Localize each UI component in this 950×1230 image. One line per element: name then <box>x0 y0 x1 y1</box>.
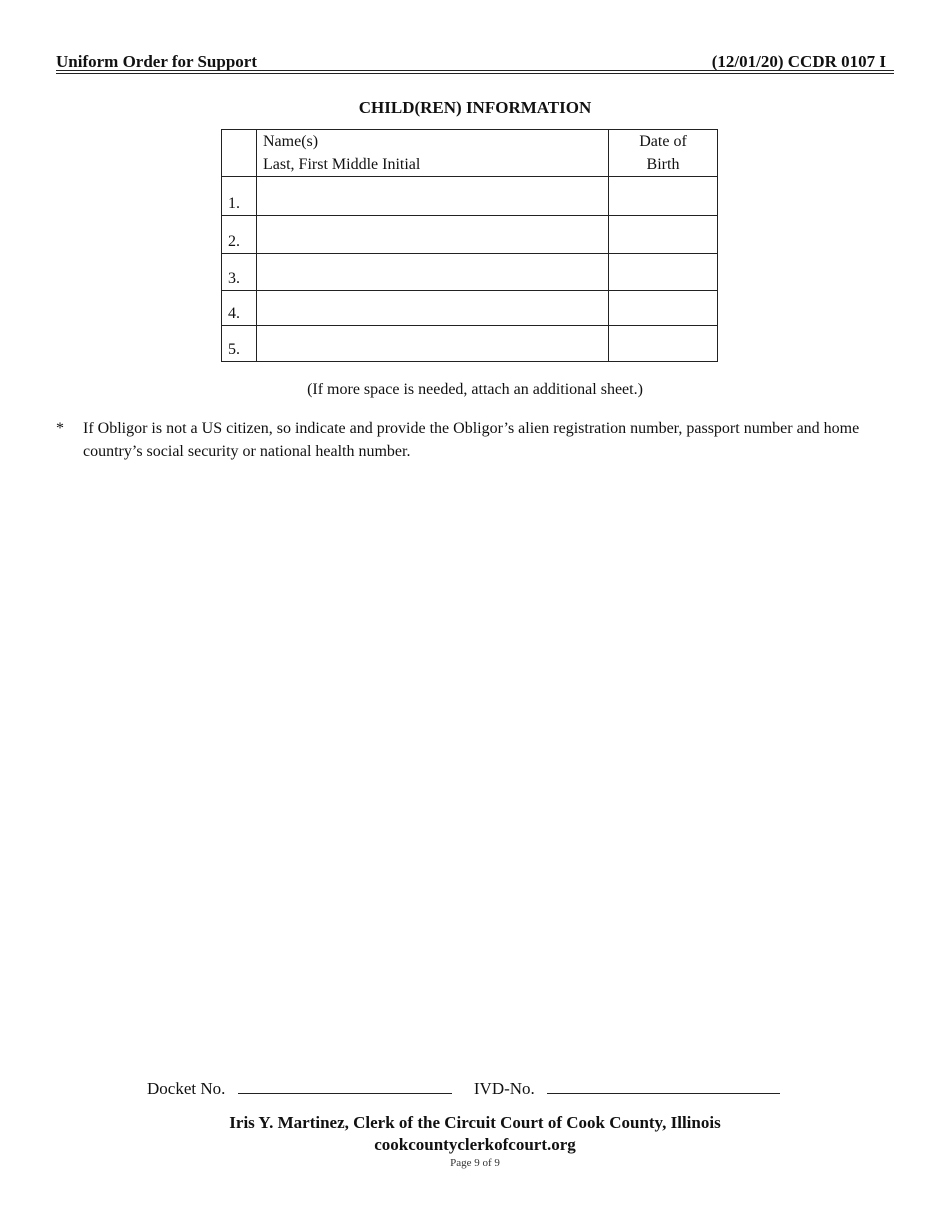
row-number: 1. <box>222 177 257 216</box>
child-name-cell[interactable] <box>257 254 609 291</box>
child-dob-cell[interactable] <box>609 216 718 254</box>
name-column-header <box>257 130 609 177</box>
citizenship-footnote <box>56 417 896 463</box>
table-row <box>222 177 718 216</box>
name-header-line1: Name(s) <box>263 133 319 150</box>
table-row <box>222 216 718 254</box>
number-column-header <box>222 130 257 177</box>
page-header <box>56 52 894 72</box>
form-code: (12/01/20) CCDR 0107 I <box>711 52 886 71</box>
footnote-text: If Obligor is not a US citizen, so indicate and provide the Obligor’s alien registration number, passport number and home country’s social security or national health number. <box>83 420 860 460</box>
docket-label: Docket No. <box>147 1079 226 1098</box>
additional-sheet-note: (If more space is needed, attach an additional sheet.) <box>307 381 643 398</box>
table-row <box>222 254 718 291</box>
name-header-line2: Last, First Middle Initial <box>263 156 421 173</box>
child-dob-cell[interactable] <box>609 326 718 362</box>
clerk-name: Iris Y. Martinez, Clerk of the Circuit Court of Cook County, Illinois <box>229 1113 721 1132</box>
dob-column-header <box>609 130 718 177</box>
child-dob-cell[interactable] <box>609 291 718 326</box>
dob-header-line2: Birth <box>646 156 680 173</box>
footnote-marker: * <box>56 420 64 437</box>
form-title: Uniform Order for Support <box>56 52 258 71</box>
ivd-label: IVD-No. <box>473 1079 535 1098</box>
table-row <box>222 291 718 326</box>
child-name-cell[interactable] <box>257 291 609 326</box>
dob-header-line1: Date of <box>639 133 687 150</box>
child-name-cell[interactable] <box>257 216 609 254</box>
header-rule-top <box>56 70 894 71</box>
row-number: 5. <box>222 326 257 362</box>
clerk-website: cookcountyclerkofcourt.org <box>374 1135 576 1154</box>
ivd-number-field[interactable] <box>547 1079 780 1094</box>
docket-number-field[interactable] <box>238 1079 452 1094</box>
child-dob-cell[interactable] <box>609 254 718 291</box>
child-name-cell[interactable] <box>257 326 609 362</box>
children-table <box>221 129 718 362</box>
page-number: Page 9 of 9 <box>450 1157 500 1169</box>
child-name-cell[interactable] <box>257 177 609 216</box>
row-number: 4. <box>222 291 257 326</box>
children-section-title: CHILD(REN) INFORMATION <box>358 98 592 117</box>
row-number: 3. <box>222 254 257 291</box>
table-row <box>222 326 718 362</box>
docket-line <box>147 1079 780 1099</box>
header-rule-bottom <box>56 73 894 74</box>
row-number: 2. <box>222 216 257 254</box>
child-dob-cell[interactable] <box>609 177 718 216</box>
table-header-row <box>222 130 718 177</box>
